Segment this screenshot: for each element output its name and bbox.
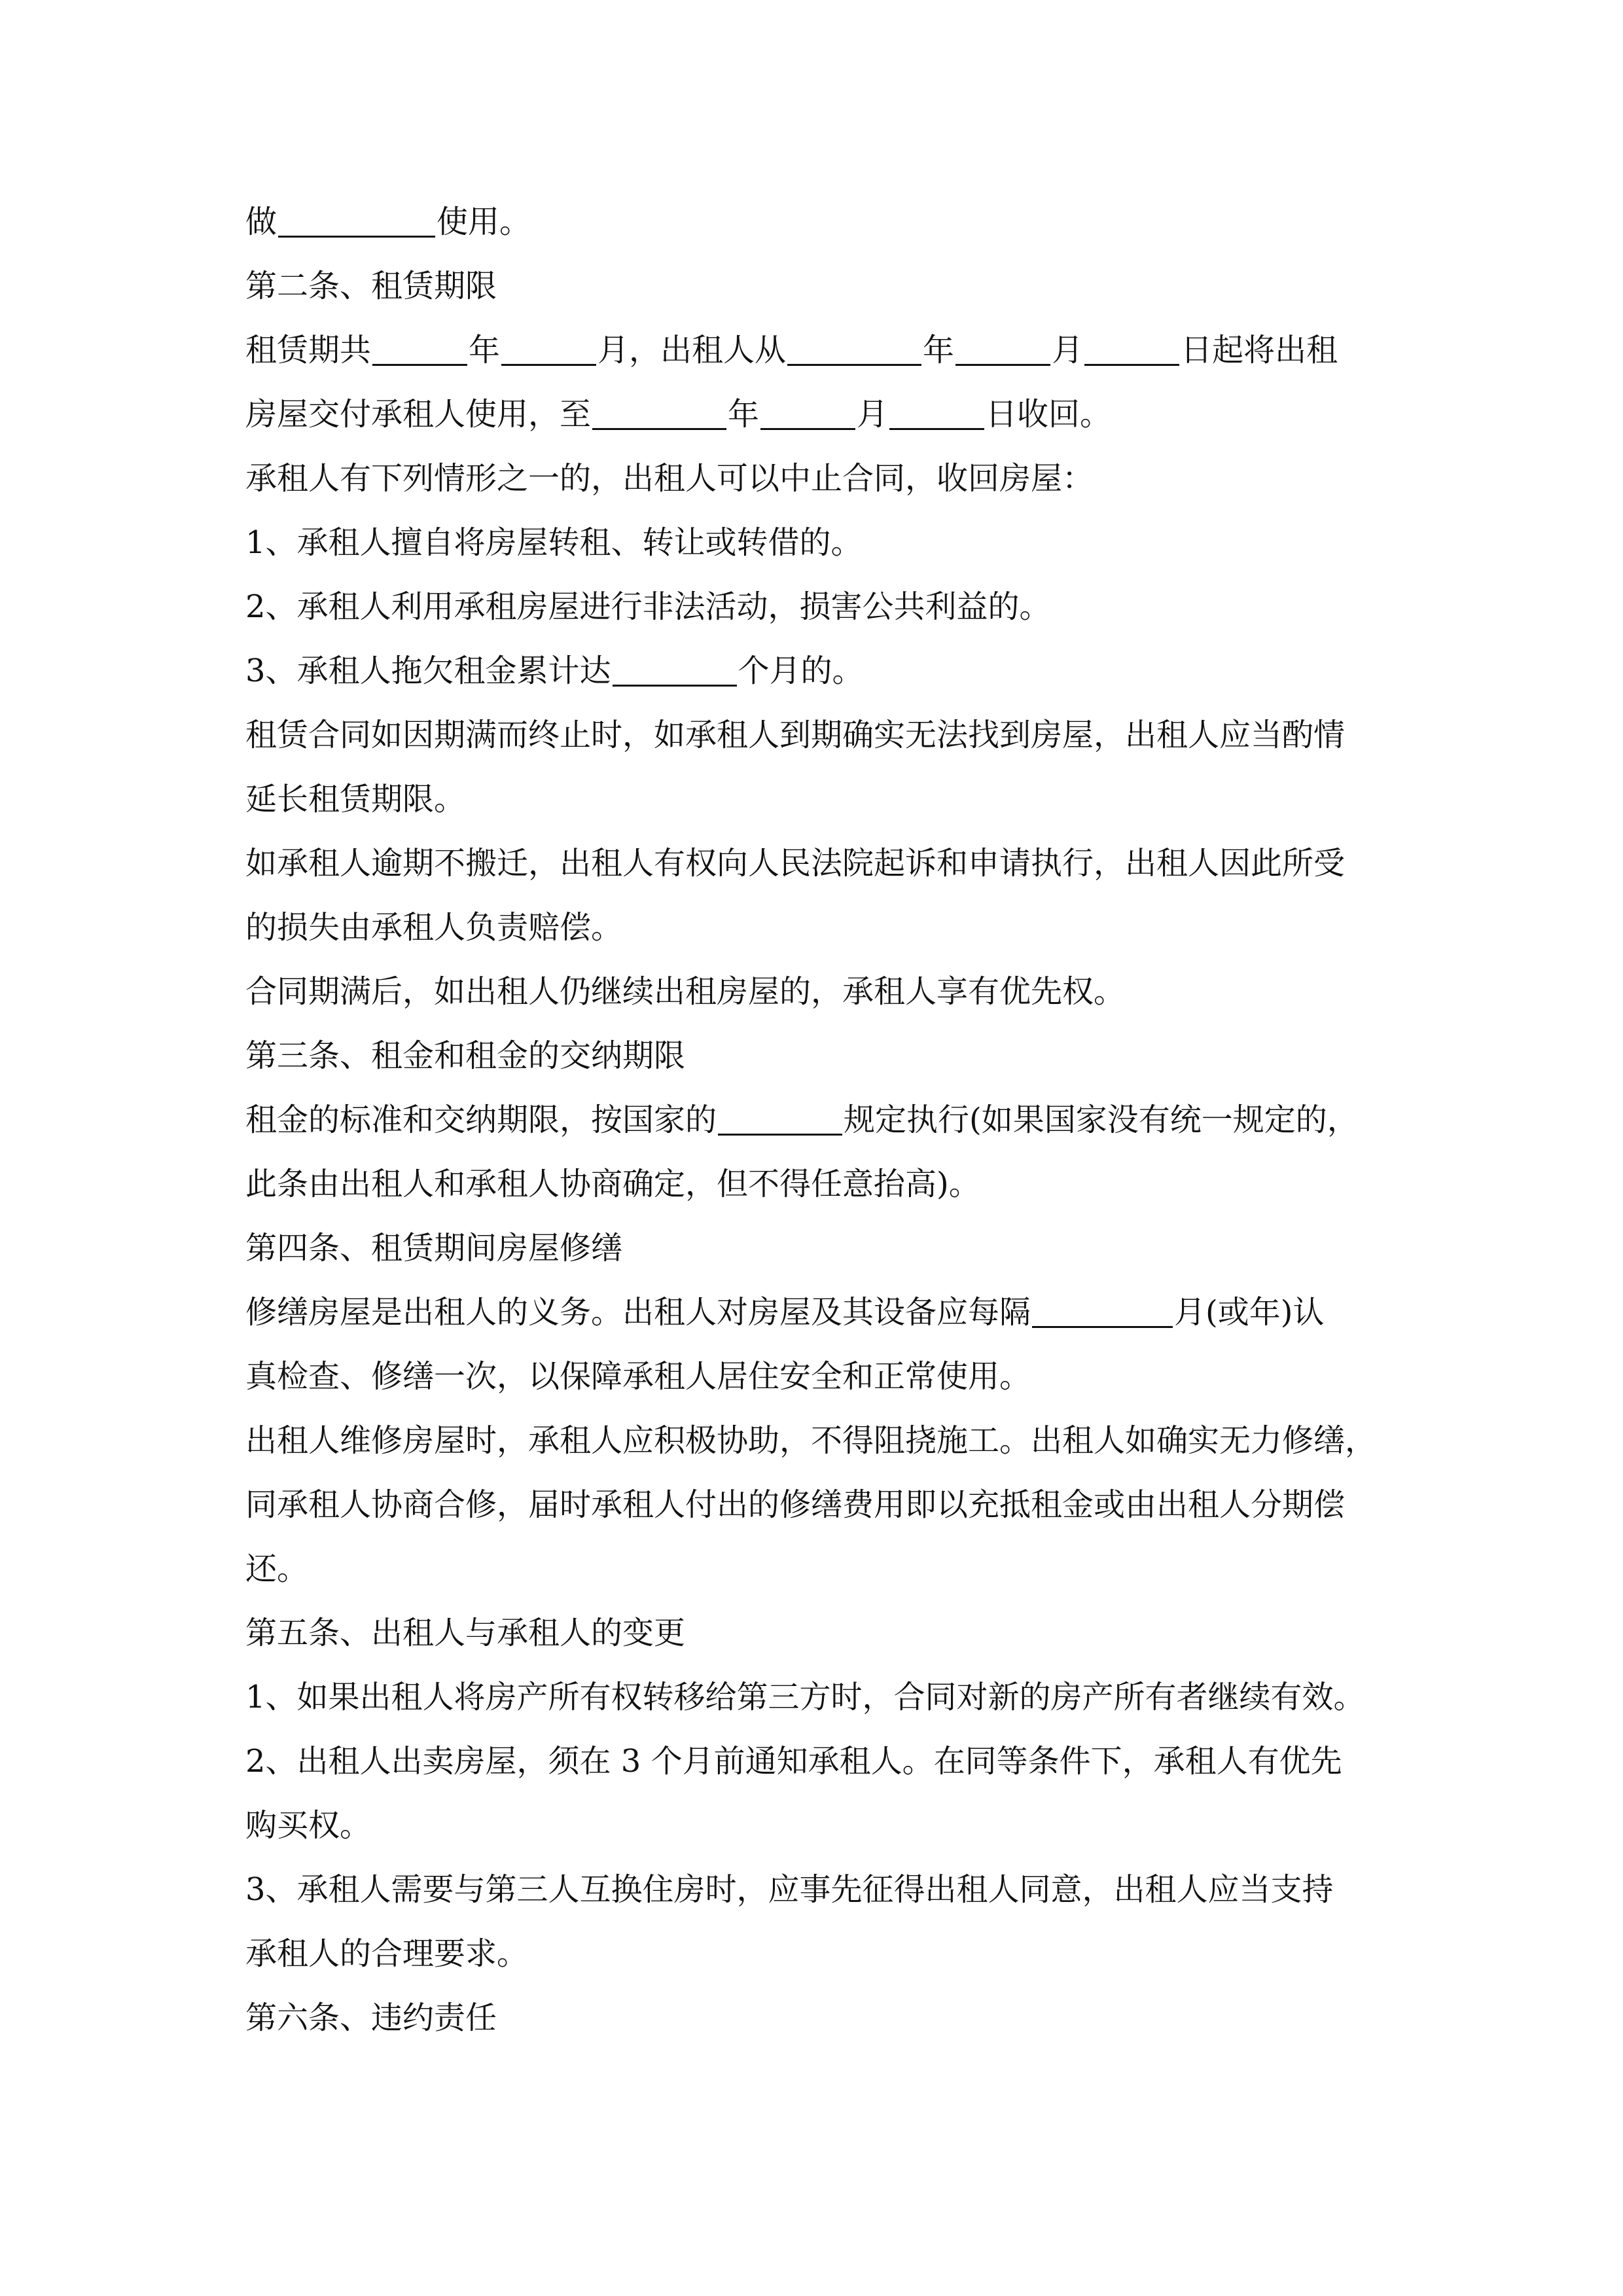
clause-line <box>245 895 1397 960</box>
clause-line <box>245 960 1397 1024</box>
clause-line <box>245 1152 1397 1216</box>
fill-in-blank <box>501 364 596 366</box>
clause-line <box>245 1537 1397 1601</box>
text-segment: 月(或年)认 <box>1174 1294 1325 1331</box>
list-item <box>245 1857 1397 1922</box>
clause-line <box>245 1280 1397 1344</box>
fill-in-blank <box>760 428 855 430</box>
clause-line <box>245 382 1397 446</box>
text-segment: 2、承租人利用承租房屋进行非法活动，损害公共利益的。 <box>245 588 1051 625</box>
text-segment: 购买权。 <box>245 1807 372 1844</box>
text-segment: 1、如果出租人将房产所有权转移给第三方时，合同对新的房产所有者继续有效。 <box>245 1679 1365 1715</box>
text-segment: 还。 <box>245 1551 309 1587</box>
clause-line <box>245 1088 1397 1152</box>
text-segment: 2、出租人出卖房屋，须在 3 个月前通知承租人。在同等条件下，承租人有优先 <box>245 1743 1342 1780</box>
fill-in-blank <box>718 1134 842 1136</box>
section-heading <box>245 1986 1397 2050</box>
text-segment: 房屋交付承租人使用，至 <box>245 396 592 433</box>
text-segment: 日收回。 <box>986 396 1112 433</box>
heading-text: 第六条、违约责任 <box>245 2000 497 2036</box>
clause-line <box>245 767 1397 831</box>
text-segment: 日起将出租 <box>1181 332 1338 368</box>
clause-line <box>245 446 1397 511</box>
text-segment: 使用。 <box>437 204 531 240</box>
section-heading <box>245 1024 1397 1088</box>
text-segment: 1、承租人擅自将房屋转租、转让或转借的。 <box>245 524 863 561</box>
text-segment: 的损失由承租人负责赔偿。 <box>245 909 623 946</box>
text-segment: 此条由出租人和承租人协商确定，但不得任意抬高)。 <box>245 1166 980 1202</box>
list-item <box>245 1729 1397 1793</box>
clause-line <box>245 1344 1397 1408</box>
section-heading <box>245 1601 1397 1665</box>
fill-in-blank <box>1084 364 1179 366</box>
clause-line <box>245 318 1397 382</box>
fill-in-blank <box>592 428 726 430</box>
text-segment: 规定执行(如果国家没有统一规定的， <box>844 1102 1359 1138</box>
text-segment: 3、承租人拖欠租金累计达 <box>245 653 611 689</box>
list-item <box>245 1665 1397 1729</box>
text-segment: 做 <box>245 204 277 240</box>
clause-line <box>245 1922 1397 1986</box>
clause-line <box>245 1793 1397 1857</box>
text-segment: 真检查、修缮一次，以保障承租人居住安全和正常使用。 <box>245 1358 1031 1395</box>
text-segment: 年 <box>923 332 955 368</box>
text-segment: 出租人维修房屋时，承租人应积极协助，不得阻挠施工。出租人如确实无力修缮， <box>245 1422 1377 1459</box>
text-segment: 延长租赁期限。 <box>245 781 466 817</box>
text-segment: 月，出租人从 <box>597 332 787 368</box>
heading-text: 第四条、租赁期间房屋修缮 <box>245 1230 623 1266</box>
text-segment: 年 <box>728 396 760 433</box>
text-segment: 承租人的合理要求。 <box>245 1935 529 1972</box>
section-heading <box>245 1216 1397 1280</box>
text-segment: 月 <box>857 396 889 433</box>
list-item <box>245 511 1397 575</box>
text-segment: 如承租人逾期不搬迁，出租人有权向人民法院起诉和申请执行，出租人因此所受 <box>245 845 1346 882</box>
clause-line <box>245 1408 1397 1473</box>
clause-line <box>245 831 1397 895</box>
heading-text: 第五条、出租人与承租人的变更 <box>245 1615 686 1651</box>
contract-body <box>245 190 1397 2050</box>
list-item <box>245 639 1397 703</box>
heading-text: 第二条、租赁期限 <box>245 268 497 304</box>
text-segment: 个月的。 <box>738 653 864 689</box>
clause-line <box>245 703 1397 767</box>
section-heading <box>245 254 1397 318</box>
text-segment: 3、承租人需要与第三人互换住房时，应事先征得出租人同意，出租人应当支持 <box>245 1871 1334 1908</box>
text-segment: 承租人有下列情形之一的，出租人可以中止合同，收回房屋： <box>245 460 1094 497</box>
fill-in-blank <box>372 364 467 366</box>
clause-line <box>245 1473 1397 1537</box>
text-segment: 租金的标准和交纳期限，按国家的 <box>245 1102 717 1138</box>
text-segment: 修缮房屋是出租人的义务。出租人对房屋及其设备应每隔 <box>245 1294 1031 1331</box>
fill-in-blank <box>613 685 737 687</box>
text-segment: 租赁期共 <box>245 332 372 368</box>
text-segment: 年 <box>469 332 501 368</box>
fill-in-blank <box>278 236 435 238</box>
text-segment: 同承租人协商合修，届时承租人付出的修缮费用即以充抵租金或由出租人分期偿 <box>245 1486 1346 1523</box>
fill-in-blank <box>787 364 921 366</box>
list-item <box>245 575 1397 639</box>
fill-in-blank <box>955 364 1050 366</box>
clause-line <box>245 190 1397 254</box>
text-segment: 租赁合同如因期满而终止时，如承租人到期确实无法找到房屋，出租人应当酌情 <box>245 717 1346 753</box>
heading-text: 第三条、租金和租金的交纳期限 <box>245 1037 686 1074</box>
fill-in-blank <box>889 428 984 430</box>
text-segment: 合同期满后，如出租人仍继续出租房屋的，承租人享有优先权。 <box>245 973 1126 1010</box>
fill-in-blank <box>1032 1326 1173 1328</box>
text-segment: 月 <box>1052 332 1084 368</box>
